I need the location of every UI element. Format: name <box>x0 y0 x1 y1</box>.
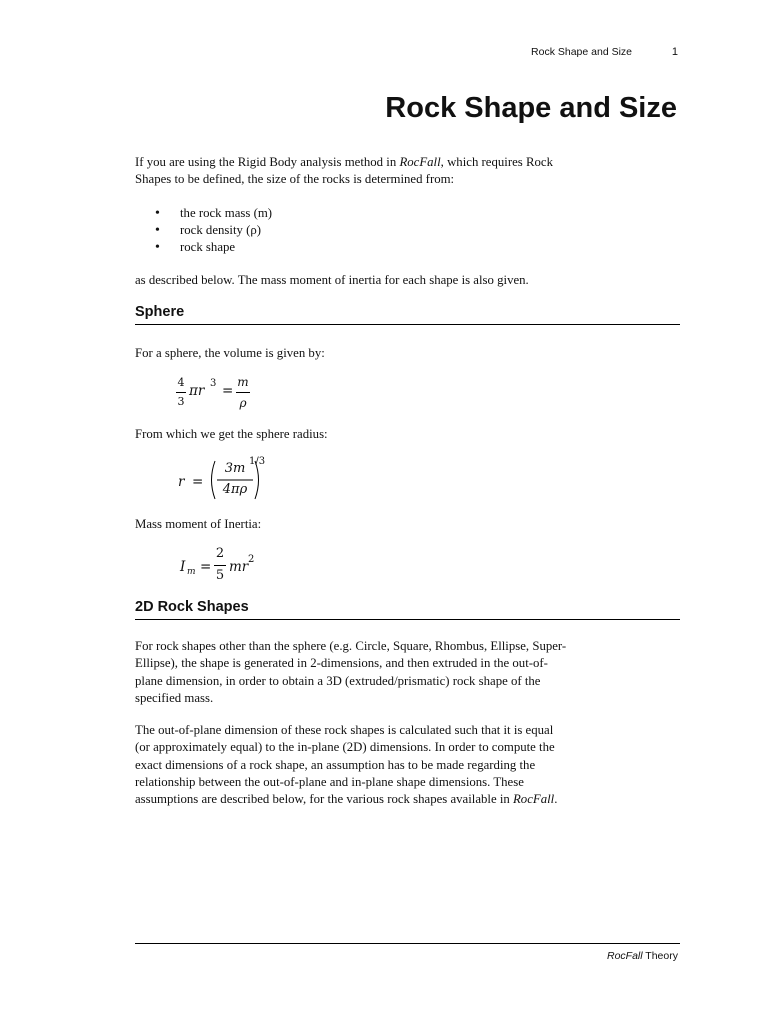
parameter-list <box>155 205 272 256</box>
sphere-radius-text: From which we get the sphere radius: <box>135 427 328 441</box>
intro-paragraph <box>135 154 680 189</box>
section-divider <box>135 619 680 620</box>
list-item: • rock shape <box>155 239 272 256</box>
section-divider <box>135 324 680 325</box>
sphere-inertia-text: Mass moment of Inertia: <box>135 517 262 531</box>
section-heading-sphere: Sphere <box>135 304 185 320</box>
software-name: RocFall <box>512 792 555 807</box>
fraction-bar <box>176 392 186 393</box>
shapes-paragraph-1: For rock shapes other than the sphere (e.g. Circle, Square, Rhombus, Ellipse, Super- Ellipse), the shape is generated in 2-dimensions, and then extruded in the out-of- plane dimension, in order to obtain a 3D (extruded/prismatic) rock shape of the specified mass. <box>135 639 567 705</box>
list-item: • rock density (ρ) <box>155 222 272 239</box>
description-text: as described below. The mass moment of inertia for each shape is also given. <box>135 273 529 287</box>
sphere-radius-equation: r = 3m 4πρ 1/3 <box>178 456 278 506</box>
fraction-bar <box>236 392 250 393</box>
software-name: RocFall <box>399 155 441 169</box>
fraction-bar <box>214 565 226 566</box>
page-footer: RocFall Theory <box>606 950 678 962</box>
sphere-inertia-equation: I m = 2 5 mr 2 <box>180 546 255 583</box>
sphere-volume-text: For a sphere, the volume is given by: <box>135 346 325 360</box>
sphere-volume-equation: 4 3 πr 3 = m ρ <box>177 375 249 410</box>
shapes-paragraph-2: The out-of-plane dimension of these rock shapes is calculated such that it is equal (or approximately equal) to the in-plane (2D) dimensions. In order to compute the exact dimensions of a rock shape, an assumption has to be made regarding the relationship between the out-of-plane and in-plane shape dimensions. These assumptions are described below, for the various rock shapes available in RocFall. <box>135 723 558 807</box>
section-heading-2d-shapes: 2D Rock Shapes <box>135 599 249 615</box>
page-title: Rock Shape and Size <box>385 92 677 124</box>
intro-line-2: Shapes to be defined, the size of the rocks is determined from: <box>135 172 455 187</box>
page-number: 1 <box>671 46 678 58</box>
running-header-title: Rock Shape and Size <box>531 46 632 58</box>
footer-divider <box>135 943 680 944</box>
list-item: • the rock mass (m) <box>155 205 272 222</box>
intro-line-1: If you are using the Rigid Body analysis method in RocFall, which requires Rock <box>135 155 553 169</box>
